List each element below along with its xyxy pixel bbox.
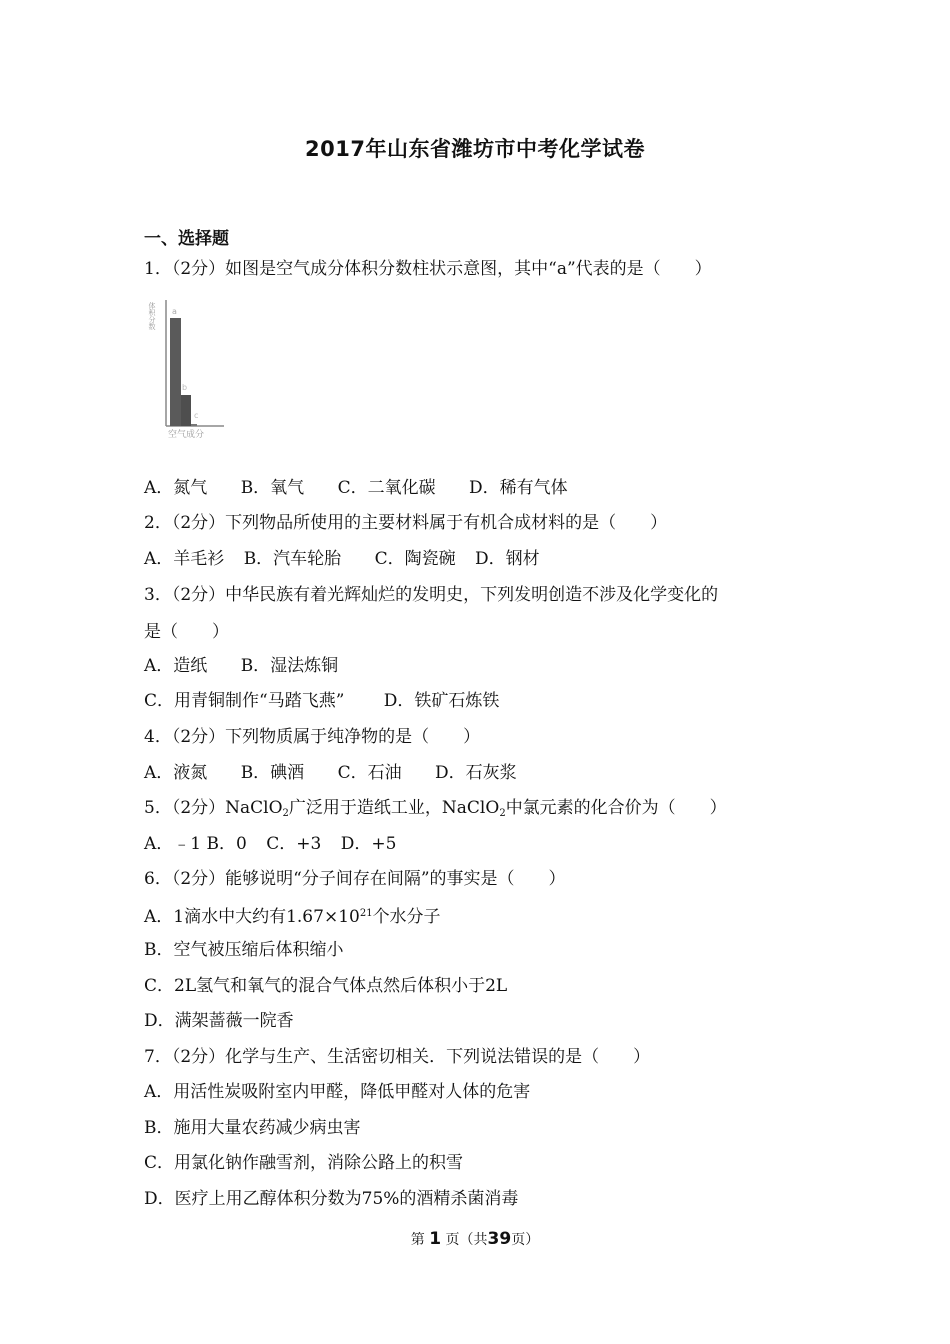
q6-option-a[interactable]: A．1滴水中大约有$1.67\times 10^{21}$个水分子 bbox=[144, 907, 441, 927]
q1-option-c[interactable]: C．二氧化碳 bbox=[337, 478, 436, 498]
question-3-stem-line2: 是（ ） bbox=[144, 622, 229, 642]
q7-option-b[interactable]: B．施用大量农药减少病虫害 bbox=[144, 1118, 361, 1138]
q1-option-a[interactable]: A．氮气 bbox=[144, 478, 208, 498]
figure-xlabel: 空气成分 bbox=[168, 430, 205, 440]
q5-option-a[interactable]: A．﹣1 bbox=[144, 834, 202, 854]
question-4-stem: 4．（2分）下列物质属于纯净物的是（ ） bbox=[144, 727, 481, 747]
q7-option-d[interactable]: D．医疗上用乙醇体积分数为75%的酒精杀菌消毒 bbox=[144, 1189, 519, 1209]
question-3-stem-line1: 3．（2分）中华民族有着光辉灿烂的发明史，下列发明创造不涉及化学变化的 bbox=[144, 585, 719, 605]
bar-c bbox=[191, 424, 197, 426]
page-total: 39 bbox=[487, 1229, 512, 1249]
q3-option-b[interactable]: B．湿法炼铜 bbox=[240, 656, 339, 676]
q4-option-b[interactable]: B．碘酒 bbox=[240, 763, 305, 783]
q5-option-b[interactable]: B．0 bbox=[206, 834, 247, 854]
bar-a bbox=[170, 318, 181, 426]
air-composition-bar-chart bbox=[146, 292, 230, 442]
q2-option-c[interactable]: C．陶瓷碗 bbox=[374, 549, 456, 569]
question-5-stem: 5．（2分）NaClO$_2$广泛用于造纸工业，NaClO$_2$中氯元素的化合价为（ ） bbox=[144, 798, 727, 819]
q6-option-c[interactable]: C．2L氢气和氧气的混合气体点然后体积小于2L bbox=[144, 976, 508, 996]
q4-option-a[interactable]: A．液氮 bbox=[144, 763, 208, 783]
q3-option-d[interactable]: D．铁矿石炼铁 bbox=[383, 691, 500, 711]
page-footer: 第 1 页（共39页） bbox=[410, 1229, 540, 1249]
question-3-options-row2 bbox=[144, 690, 499, 712]
q1-option-d[interactable]: D．稀有气体 bbox=[469, 478, 568, 498]
bar-b bbox=[181, 395, 191, 426]
section-heading: 一、选择题 bbox=[144, 229, 229, 249]
q2-option-a[interactable]: A．羊毛衫 bbox=[144, 549, 225, 569]
bar-label-a: a bbox=[172, 307, 177, 316]
q2-option-d[interactable]: D．钢材 bbox=[475, 549, 540, 569]
bar-label-c: c bbox=[194, 411, 199, 420]
q3-option-a[interactable]: A．造纸 bbox=[144, 656, 208, 676]
question-7-stem: 7．（2分）化学与生产、生活密切相关．下列说法错误的是（ ） bbox=[144, 1047, 651, 1067]
question-1-stem: 1．（2分）如图是空气成分体积分数柱状示意图，其中“a”代表的是（ ） bbox=[144, 259, 712, 279]
q5-option-d[interactable]: D．+5 bbox=[340, 834, 397, 854]
q7-option-a[interactable]: A．用活性炭吸附室内甲醛，降低甲醛对人体的危害 bbox=[144, 1082, 531, 1102]
question-1-options bbox=[144, 477, 568, 499]
q6-option-d[interactable]: D．满架蔷薇一院香 bbox=[144, 1011, 294, 1031]
question-3-options-row1 bbox=[144, 655, 338, 677]
q4-option-d[interactable]: D．石灰浆 bbox=[435, 763, 517, 783]
q2-option-b[interactable]: B．汽车轮胎 bbox=[243, 549, 342, 569]
page-number: 1 bbox=[429, 1229, 442, 1249]
question-6-stem: 6．（2分）能够说明“分子间存在间隔”的事实是（ ） bbox=[144, 869, 566, 889]
q6-option-b[interactable]: B．空气被压缩后体积缩小 bbox=[144, 940, 344, 960]
q1-option-b[interactable]: B．氧气 bbox=[240, 478, 305, 498]
figure-ylabel: 体积分数 bbox=[148, 302, 156, 330]
q5-option-c[interactable]: C．+3 bbox=[266, 834, 322, 854]
q7-option-c[interactable]: C．用氯化钠作融雪剂，消除公路上的积雪 bbox=[144, 1153, 464, 1173]
q4-option-c[interactable]: C．石油 bbox=[337, 763, 402, 783]
question-2-options bbox=[144, 548, 540, 570]
question-5-options bbox=[144, 833, 396, 855]
page-title: 2017年山东省潍坊市中考化学试卷 bbox=[305, 137, 645, 161]
q3-option-c[interactable]: C．用青铜制作“马踏飞燕” bbox=[144, 691, 345, 711]
question-4-options bbox=[144, 762, 517, 784]
bar-label-b: b bbox=[182, 383, 188, 392]
question-2-stem: 2．（2分）下列物品所使用的主要材料属于有机合成材料的是（ ） bbox=[144, 513, 668, 533]
